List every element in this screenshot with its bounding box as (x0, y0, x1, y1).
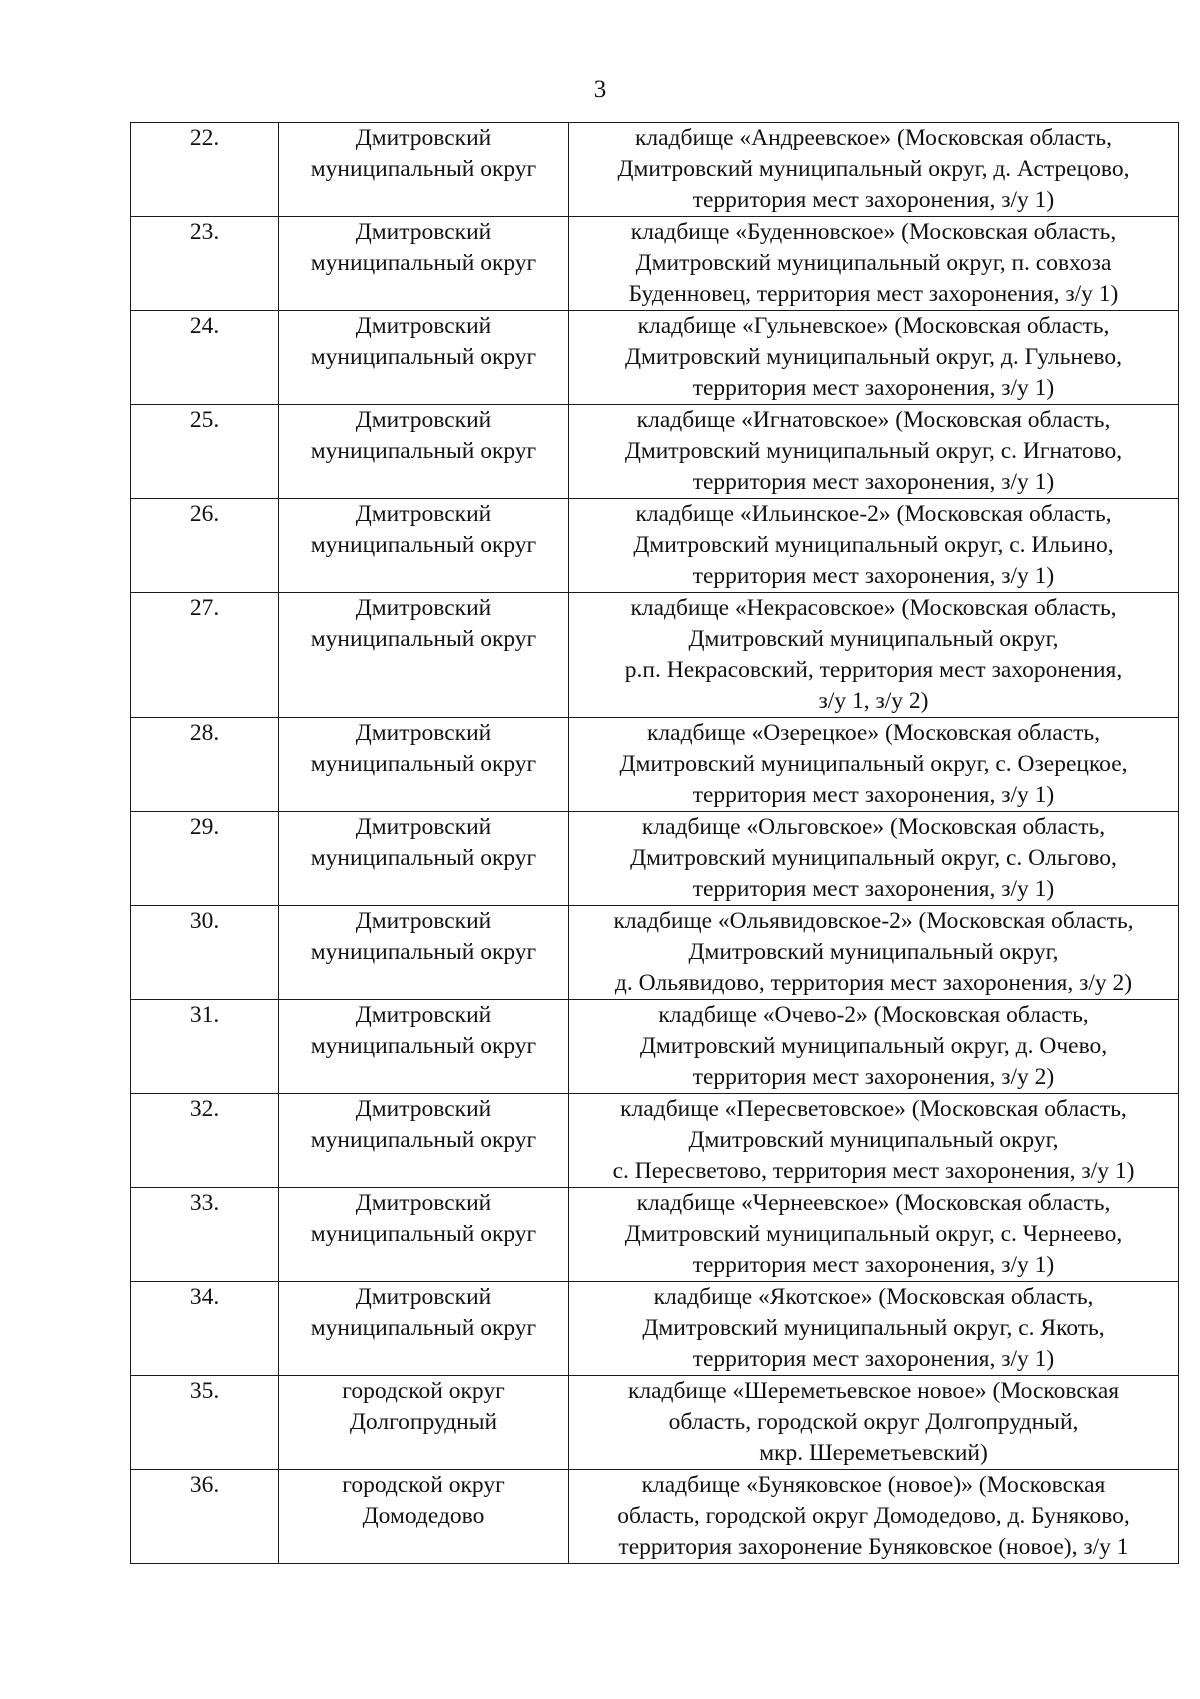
cemetery-cell (569, 311, 1179, 405)
cemetery-line: территория мест захоронения, з/у 1) (692, 1346, 1055, 1372)
table-row (131, 1470, 1179, 1564)
cemetery-line: Дмитровский муниципальный округ, п. совхоза (635, 250, 1112, 276)
cemetery-line: кладбище «Ольговское» (Московская область, (641, 814, 1106, 840)
cemetery-line: территория мест захоронения, з/у 1) (692, 563, 1055, 589)
cemetery-line: Дмитровский муниципальный округ, с. Озерецкое, (619, 751, 1128, 777)
row-number: 28. (131, 718, 279, 812)
municipality-line: муниципальный округ (310, 532, 537, 558)
cemetery-line: территория мест захоронения, з/у 1) (692, 782, 1055, 808)
cemetery-line: Дмитровский муниципальный округ, (688, 1127, 1059, 1153)
municipality-line: Дмитровский (355, 720, 492, 746)
cemetery-line: Дмитровский муниципальный округ, д. Гульнево, (625, 344, 1122, 370)
row-number: 31. (131, 1000, 279, 1094)
row-number: 36. (131, 1470, 279, 1564)
cemetery-line: кладбище «Буняковское (новое)» (Московская (641, 1472, 1106, 1498)
cemetery-line: Дмитровский муниципальный округ, (688, 939, 1059, 965)
municipality-line: муниципальный округ (310, 1127, 537, 1153)
municipality-line: Дмитровский (355, 595, 492, 621)
cemetery-cell (569, 906, 1179, 1000)
municipality-line: муниципальный округ (310, 250, 537, 276)
cemetery-line: кладбище «Очево-2» (Московская область, (658, 1002, 1089, 1028)
cemetery-line: кладбище «Андреевское» (Московская область, (634, 125, 1113, 151)
cemetery-line: территория мест захоронения, з/у 1) (692, 1252, 1055, 1278)
row-number: 32. (131, 1094, 279, 1188)
table-row (131, 718, 1179, 812)
table-row (131, 499, 1179, 593)
cemetery-cell (569, 1188, 1179, 1282)
municipality-cell (279, 1376, 569, 1470)
cemetery-line: кладбище «Буденновское» (Московская область, (630, 219, 1117, 245)
cemetery-line: мкр. Шереметьевский) (759, 1440, 988, 1466)
cemetery-line: кладбище «Ольявидовское-2» (Московская область, (613, 908, 1134, 934)
municipality-line: Дмитровский (355, 908, 492, 934)
municipality-line: городской округ (342, 1472, 505, 1498)
table-row (131, 1094, 1179, 1188)
table-row (131, 812, 1179, 906)
table-body (131, 123, 1179, 1564)
municipality-cell (279, 1000, 569, 1094)
cemetery-line: кладбище «Якотское» (Московская область, (653, 1284, 1094, 1310)
cemetery-line: Дмитровский муниципальный округ, с. Ольгово, (630, 845, 1117, 871)
cemetery-line: территория захоронение Буняковское (новое), з/у 1 (618, 1534, 1129, 1560)
municipality-line: Дмитровский (355, 814, 492, 840)
municipality-cell (279, 1282, 569, 1376)
municipality-line: муниципальный округ (310, 845, 537, 871)
cemetery-table (130, 122, 1179, 1564)
cemetery-cell (569, 499, 1179, 593)
cemetery-line: д. Ольявидово, территория мест захоронения, з/у 2) (614, 970, 1133, 996)
municipality-cell (279, 718, 569, 812)
municipality-line: Домодедово (362, 1503, 485, 1529)
row-number: 35. (131, 1376, 279, 1470)
row-number: 27. (131, 593, 279, 718)
table-row (131, 1282, 1179, 1376)
municipality-cell (279, 123, 569, 217)
municipality-line: Дмитровский (355, 407, 492, 433)
cemetery-cell (569, 812, 1179, 906)
cemetery-cell (569, 718, 1179, 812)
cemetery-line: Дмитровский муниципальный округ, д. Астрецово, (617, 156, 1130, 182)
municipality-line: Дмитровский (355, 125, 492, 151)
table-row (131, 1000, 1179, 1094)
cemetery-line: з/у 1, з/у 2) (818, 688, 929, 714)
table-row (131, 906, 1179, 1000)
municipality-line: муниципальный округ (310, 1315, 537, 1341)
table-row (131, 123, 1179, 217)
table-row (131, 217, 1179, 311)
municipality-line: муниципальный округ (310, 344, 537, 370)
table-row (131, 1376, 1179, 1470)
municipality-line: Дмитровский (355, 313, 492, 339)
municipality-line: муниципальный округ (310, 626, 537, 652)
cemetery-line: кладбище «Пересветовское» (Московская область, (620, 1096, 1127, 1122)
row-number: 34. (131, 1282, 279, 1376)
municipality-line: Дмитровский (355, 1002, 492, 1028)
municipality-cell (279, 311, 569, 405)
municipality-cell (279, 1470, 569, 1564)
cemetery-line: кладбище «Игнатовское» (Московская область, (636, 407, 1111, 433)
cemetery-line: территория мест захоронения, з/у 2) (692, 1064, 1055, 1090)
table-row (131, 1188, 1179, 1282)
cemetery-line: кладбище «Некрасовское» (Московская область, (630, 595, 1117, 621)
cemetery-line: область, городской округ Домодедово, д. Буняково, (617, 1503, 1130, 1529)
cemetery-line: Буденновец, территория мест захоронения, з/у 1) (628, 281, 1119, 307)
municipality-cell (279, 405, 569, 499)
cemetery-line: территория мест захоронения, з/у 1) (692, 375, 1055, 401)
cemetery-cell (569, 1376, 1179, 1470)
cemetery-line: Дмитровский муниципальный округ, с. Чернеево, (624, 1221, 1123, 1247)
cemetery-line: кладбище «Шереметьевское новое» (Московская (627, 1378, 1120, 1404)
cemetery-line: Дмитровский муниципальный округ, с. Якоть, (642, 1315, 1105, 1341)
municipality-line: городской округ (342, 1378, 505, 1404)
municipality-line: муниципальный округ (310, 939, 537, 965)
table-row (131, 311, 1179, 405)
municipality-line: муниципальный округ (310, 1221, 537, 1247)
cemetery-line: территория мест захоронения, з/у 1) (692, 876, 1055, 902)
municipality-line: Дмитровский (355, 1284, 492, 1310)
municipality-cell (279, 1094, 569, 1188)
cemetery-line: р.п. Некрасовский, территория мест захоронения, (624, 657, 1123, 683)
cemetery-cell (569, 1282, 1179, 1376)
cemetery-cell (569, 123, 1179, 217)
municipality-cell (279, 217, 569, 311)
table-row (131, 405, 1179, 499)
cemetery-cell (569, 217, 1179, 311)
cemetery-line: кладбище «Ильинское-2» (Московская область, (635, 501, 1112, 527)
cemetery-cell (569, 1094, 1179, 1188)
cemetery-line: территория мест захоронения, з/у 1) (692, 469, 1055, 495)
municipality-cell (279, 906, 569, 1000)
cemetery-line: территория мест захоронения, з/у 1) (692, 187, 1055, 213)
municipality-cell (279, 1188, 569, 1282)
cemetery-line: Дмитровский муниципальный округ, д. Очево, (639, 1033, 1108, 1059)
table-row (131, 593, 1179, 718)
municipality-cell (279, 593, 569, 718)
municipality-line: Долгопрудный (349, 1409, 498, 1435)
cemetery-cell (569, 1000, 1179, 1094)
cemetery-line: кладбище «Чернеевское» (Московская область, (636, 1190, 1111, 1216)
row-number: 22. (131, 123, 279, 217)
cemetery-line: кладбище «Гульневское» (Московская область, (637, 313, 1110, 339)
cemetery-line: кладбище «Озерецкое» (Московская область, (647, 720, 1100, 746)
cemetery-line: Дмитровский муниципальный округ, с. Игнатово, (624, 438, 1123, 464)
municipality-line: муниципальный округ (310, 751, 537, 777)
municipality-cell (279, 499, 569, 593)
municipality-line: Дмитровский (355, 1190, 492, 1216)
row-number: 24. (131, 311, 279, 405)
cemetery-line: область, городской округ Долгопрудный, (668, 1409, 1079, 1435)
municipality-line: муниципальный округ (310, 1033, 537, 1059)
row-number: 26. (131, 499, 279, 593)
page-number: 3 (593, 76, 607, 103)
municipality-cell (279, 812, 569, 906)
municipality-line: Дмитровский (355, 1096, 492, 1122)
municipality-line: Дмитровский (355, 219, 492, 245)
row-number: 33. (131, 1188, 279, 1282)
row-number: 30. (131, 906, 279, 1000)
municipality-line: муниципальный округ (310, 156, 537, 182)
cemetery-line: Дмитровский муниципальный округ, (688, 626, 1059, 652)
municipality-line: муниципальный округ (310, 438, 537, 464)
row-number: 23. (131, 217, 279, 311)
row-number: 25. (131, 405, 279, 499)
cemetery-cell (569, 1470, 1179, 1564)
cemetery-line: с. Пересветово, территория мест захоронения, з/у 1) (612, 1158, 1135, 1184)
row-number: 29. (131, 812, 279, 906)
municipality-line: Дмитровский (355, 501, 492, 527)
cemetery-cell (569, 405, 1179, 499)
cemetery-cell (569, 593, 1179, 718)
cemetery-line: Дмитровский муниципальный округ, с. Ильино, (633, 532, 1114, 558)
